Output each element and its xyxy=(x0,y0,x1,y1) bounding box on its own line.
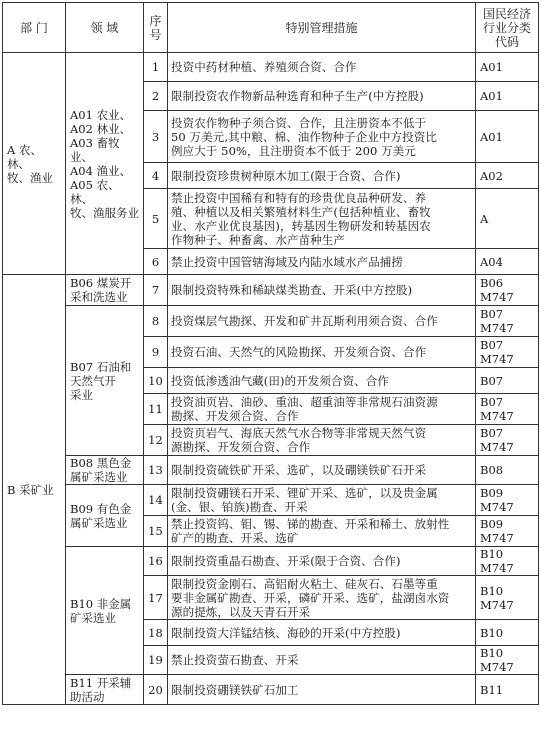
code-cell: B07 M747 xyxy=(476,337,539,368)
code-cell: A01 xyxy=(476,53,539,82)
dept-cell-a: A 农、林、 牧、渔业 xyxy=(3,53,66,275)
header-code: 国民经济 行业分类 代码 xyxy=(476,3,539,53)
measure-cell: 限制投资硼镁铁矿石加工 xyxy=(168,675,476,705)
seq-cell: 17 xyxy=(144,576,168,620)
management-measures-table xyxy=(2,2,539,705)
seq-cell: 10 xyxy=(144,368,168,394)
seq-cell: 11 xyxy=(144,394,168,425)
measure-cell: 禁止投资中国管辖海域及内陆水域水产品捕捞 xyxy=(168,249,476,275)
table-row xyxy=(3,306,539,337)
header-row xyxy=(3,3,539,53)
header-measure: 特别管理措施 xyxy=(168,3,476,53)
code-cell: B06 M747 xyxy=(476,275,539,306)
table-row xyxy=(3,456,539,485)
measure-cell: 投资油页岩、油砂、重油、超重油等非常规石油资源 勘探、开发须合资、合作 xyxy=(168,394,476,425)
field-cell-a01: A01 农业、 A02 林业、 A03 畜牧业、 A04 渔业、 A05 农、林、 牧、渔服务业 xyxy=(66,53,144,275)
measure-cell: 投资低渗透油气藏(田)的开发须合资、合作 xyxy=(168,368,476,394)
code-cell: B07 xyxy=(476,368,539,394)
measure-cell: 投资石油、天然气的风险勘探、开发须合资、合作 xyxy=(168,337,476,368)
seq-cell: 8 xyxy=(144,306,168,337)
code-cell: A xyxy=(476,189,539,249)
code-cell: A02 xyxy=(476,163,539,189)
document-page xyxy=(2,2,538,728)
table-row xyxy=(3,275,539,306)
field-cell-b11: B11 开采辅 助活动 xyxy=(66,675,144,705)
field-cell-b09: B09 有色金 属矿采选业 xyxy=(66,485,144,547)
seq-cell: 5 xyxy=(144,189,168,249)
measure-cell: 限制投资农作物新品种选育和种子生产(中方控股) xyxy=(168,82,476,111)
measure-cell: 限制投资特殊和稀缺煤类勘查、开采(中方控股) xyxy=(168,275,476,306)
table-row xyxy=(3,675,539,705)
header-field: 领 域 xyxy=(66,3,144,53)
seq-cell: 6 xyxy=(144,249,168,275)
measure-cell: 限制投资珍贵树种原木加工(限于合资、合作) xyxy=(168,163,476,189)
code-cell: B10 M747 xyxy=(476,547,539,576)
measure-cell: 限制投资大洋锰结核、海砂的开采(中方控股) xyxy=(168,620,476,646)
measure-cell: 限制投资金刚石、高铝耐火粘土、硅灰石、石墨等重 要非金属矿勘查、开采，磷矿开采、选矿，盐湖卤水资 源的提炼，以及天青石开采 xyxy=(168,576,476,620)
code-cell: B07 M747 xyxy=(476,425,539,456)
code-cell: B11 xyxy=(476,675,539,705)
measure-cell: 限制投资硼镁石开采、锂矿开采、选矿，以及贵金属 (金、银、铂族)勘查、开采 xyxy=(168,485,476,516)
code-cell: A04 xyxy=(476,249,539,275)
measure-cell: 限制投资重晶石勘查、开采(限于合资、合作) xyxy=(168,547,476,576)
seq-cell: 13 xyxy=(144,456,168,485)
seq-cell: 18 xyxy=(144,620,168,646)
seq-cell: 3 xyxy=(144,111,168,163)
header-seq: 序号 xyxy=(144,3,168,53)
field-cell-b06: B06 煤炭开 采和洗选业 xyxy=(66,275,144,306)
field-cell-b08: B08 黑色金 属矿采选业 xyxy=(66,456,144,485)
seq-cell: 14 xyxy=(144,485,168,516)
seq-cell: 19 xyxy=(144,646,168,675)
code-cell: B09 M747 xyxy=(476,485,539,516)
measure-cell: 禁止投资萤石勘查、开采 xyxy=(168,646,476,675)
measure-cell: 投资农作物种子须合资、合作，且注册资本不低于 50 万美元,其中粮、棉、油作物种子企业中方投资比 例应大于 50%，且注册资本不低于 200 万美元 xyxy=(168,111,476,163)
code-cell: A01 xyxy=(476,111,539,163)
code-cell: B10 M747 xyxy=(476,646,539,675)
code-cell: B09 M747 xyxy=(476,516,539,547)
seq-cell: 4 xyxy=(144,163,168,189)
seq-cell: 12 xyxy=(144,425,168,456)
code-cell: B07 M747 xyxy=(476,394,539,425)
measure-cell: 禁止投资中国稀有和特有的珍贵优良品种研发、养 殖、种植以及相关繁殖材料生产(包括种植业、畜牧 业、水产业优良基因)，转基因生物研发和转基因农 作物种子、种畜禽、水产苗种生产 xyxy=(168,189,476,249)
code-cell: B10 xyxy=(476,620,539,646)
code-cell: B07 M747 xyxy=(476,306,539,337)
table-row xyxy=(3,547,539,576)
seq-cell: 20 xyxy=(144,675,168,705)
measure-cell: 禁止投资钨、钼、锡、锑的勘查、开采和稀土、放射性 矿产的勘查、开采、选矿 xyxy=(168,516,476,547)
code-cell: B10 M747 xyxy=(476,576,539,620)
measure-cell: 投资煤层气勘探、开发和矿井瓦斯利用须合资、合作 xyxy=(168,306,476,337)
dept-cell-b: B 采矿业 xyxy=(3,275,66,705)
table-row xyxy=(3,485,539,516)
measure-cell: 投资中药材种植、养殖须合资、合作 xyxy=(168,53,476,82)
field-cell-b10: B10 非金属 矿采选业 xyxy=(66,547,144,675)
code-cell: A01 xyxy=(476,82,539,111)
seq-cell: 7 xyxy=(144,275,168,306)
measure-cell: 限制投资硫铁矿开采、选矿，以及硼镁铁矿石开采 xyxy=(168,456,476,485)
seq-cell: 9 xyxy=(144,337,168,368)
field-cell-b07: B07 石油和 天然气开 采业 xyxy=(66,306,144,456)
seq-cell: 15 xyxy=(144,516,168,547)
measure-cell: 投资页岩气、海底天然气水合物等非常规天然气资 源勘探、开发须合资、合作 xyxy=(168,425,476,456)
seq-cell: 1 xyxy=(144,53,168,82)
seq-cell: 16 xyxy=(144,547,168,576)
seq-cell: 2 xyxy=(144,82,168,111)
header-dept: 部 门 xyxy=(3,3,66,53)
code-cell: B08 xyxy=(476,456,539,485)
table-row xyxy=(3,53,539,82)
